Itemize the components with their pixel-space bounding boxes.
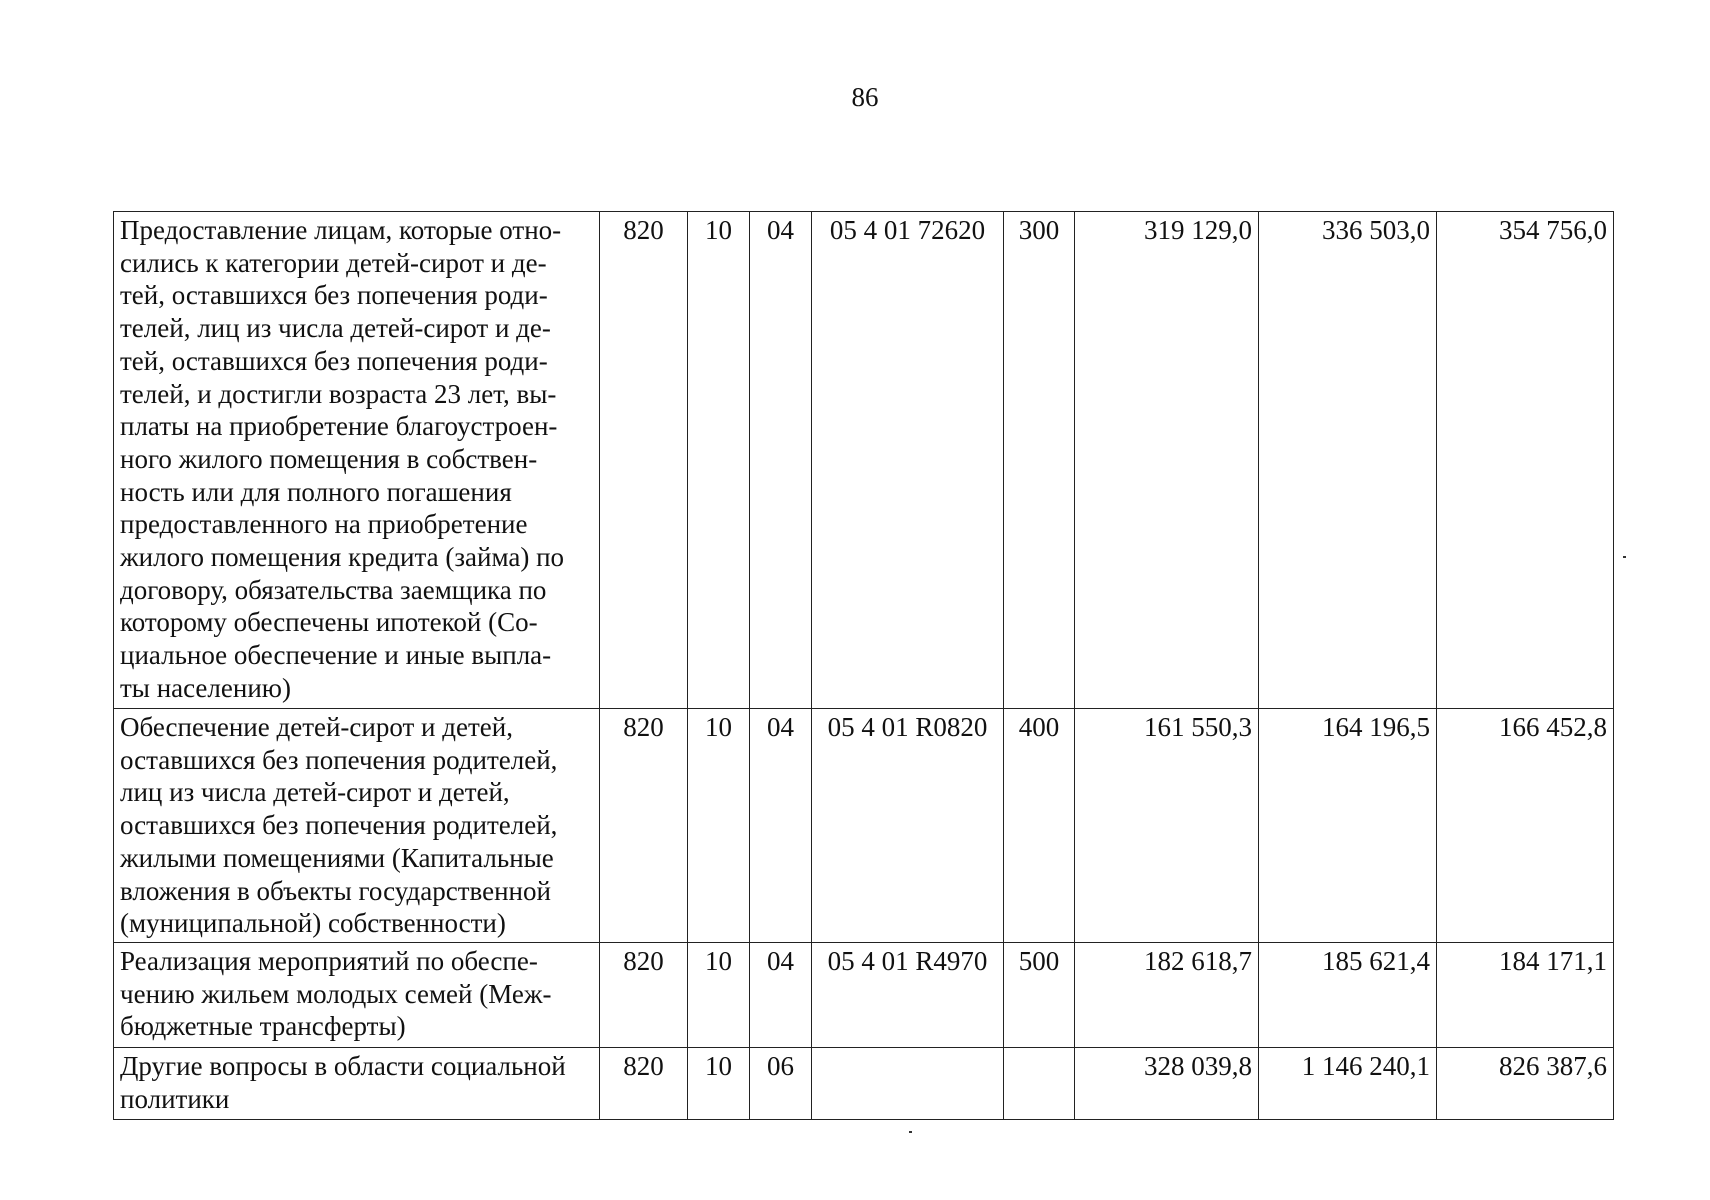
section-code-cell: 10 xyxy=(688,1048,750,1120)
year2-amount-cell: 336 503,0 xyxy=(1259,212,1437,709)
year1-amount-cell: 182 618,7 xyxy=(1075,943,1259,1048)
row-name-cell: Предоставление лицам, которые отно- сились к категории детей-сирот и де- тей, оставшихся без попечения роди- телей, лиц из числа детей-сирот и де- тей, оставшихся без попечения роди- телей, и достигли возраста 23 лет, вы- платы на приобретение благоустроен- ного жилого помещения в собствен- ность или для полного погашения предоставленного на приобретение жилого помещения кредита (займа) по договору, обязательства заемщика по которому обеспечены ипотекой (Со- циальное обеспечение и иные выпла- ты населению) xyxy=(114,212,600,709)
target-article-cell: 05 4 01 72620 xyxy=(812,212,1004,709)
budget-table xyxy=(113,211,1614,1120)
expense-type-cell: 300 xyxy=(1004,212,1075,709)
year2-amount-cell: 164 196,5 xyxy=(1259,709,1437,943)
section-code-cell: 10 xyxy=(688,943,750,1048)
year1-amount-cell: 319 129,0 xyxy=(1075,212,1259,709)
table-row xyxy=(114,1048,1614,1120)
year2-amount-cell: 1 146 240,1 xyxy=(1259,1048,1437,1120)
ministry-code-cell: 820 xyxy=(600,1048,688,1120)
year3-amount-cell: 166 452,8 xyxy=(1437,709,1614,943)
table-row xyxy=(114,709,1614,943)
row-name-cell: Обеспечение детей-сирот и детей, оставшихся без попечения родителей, лиц из числа детей-сирот и детей, оставшихся без попечения родителей, жилыми помещениями (Капитальные вложения в объекты государственной (муниципальной) собственности) xyxy=(114,709,600,943)
target-article-cell: 05 4 01 R0820 xyxy=(812,709,1004,943)
year1-amount-cell: 328 039,8 xyxy=(1075,1048,1259,1120)
scan-speck xyxy=(1623,556,1626,558)
expense-type-cell xyxy=(1004,1048,1075,1120)
scan-speck xyxy=(909,1131,912,1133)
subsection-code-cell: 06 xyxy=(750,1048,812,1120)
row-name-cell: Другие вопросы в области социальной политики xyxy=(114,1048,600,1120)
year1-amount-cell: 161 550,3 xyxy=(1075,709,1259,943)
year3-amount-cell: 826 387,6 xyxy=(1437,1048,1614,1120)
subsection-code-cell: 04 xyxy=(750,212,812,709)
year3-amount-cell: 184 171,1 xyxy=(1437,943,1614,1048)
year2-amount-cell: 185 621,4 xyxy=(1259,943,1437,1048)
target-article-cell: 05 4 01 R4970 xyxy=(812,943,1004,1048)
expense-type-cell: 500 xyxy=(1004,943,1075,1048)
ministry-code-cell: 820 xyxy=(600,709,688,943)
table-row xyxy=(114,212,1614,709)
table-row xyxy=(114,943,1614,1048)
section-code-cell: 10 xyxy=(688,709,750,943)
target-article-cell xyxy=(812,1048,1004,1120)
subsection-code-cell: 04 xyxy=(750,943,812,1048)
ministry-code-cell: 820 xyxy=(600,943,688,1048)
row-name-cell: Реализация мероприятий по обеспе- чению жильем молодых семей (Меж- бюджетные трансферты) xyxy=(114,943,600,1048)
subsection-code-cell: 04 xyxy=(750,709,812,943)
expense-type-cell: 400 xyxy=(1004,709,1075,943)
year3-amount-cell: 354 756,0 xyxy=(1437,212,1614,709)
ministry-code-cell: 820 xyxy=(600,212,688,709)
section-code-cell: 10 xyxy=(688,212,750,709)
page-number: 86 xyxy=(851,82,879,112)
